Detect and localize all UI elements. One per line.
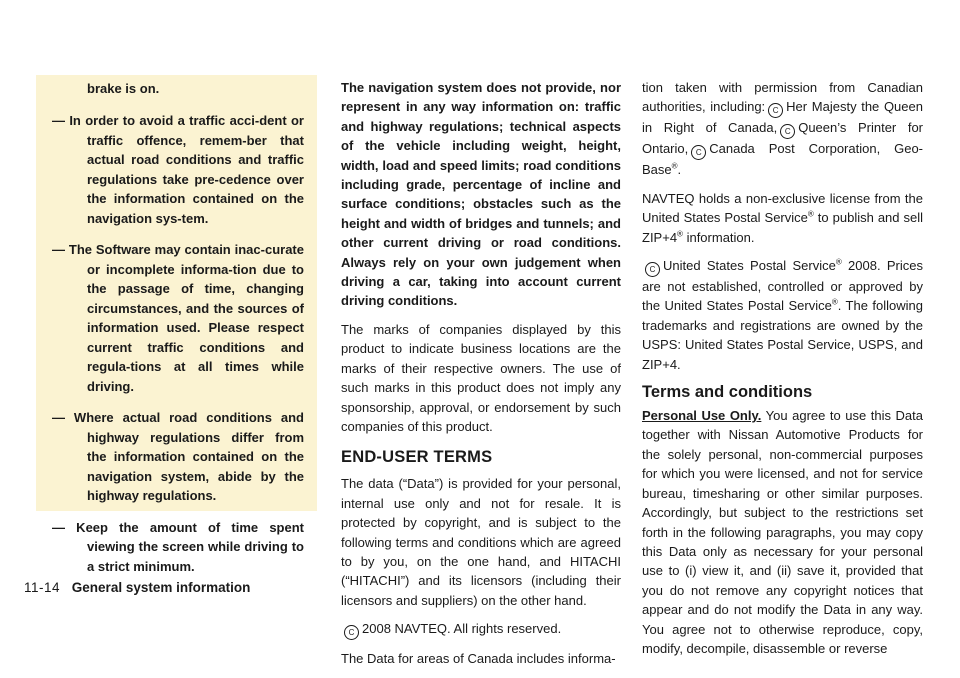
registered-icon: ® bbox=[835, 257, 842, 267]
section-title: General system information bbox=[71, 580, 251, 595]
canada-continuation: tion taken with permission from Canadian authorities, including: C Her Majesty the Queen in Right of Canada, C Queen’s Printer for Ontario, C Canada Post Corporation, Geo-Base®. bbox=[642, 80, 924, 178]
registered-icon: ® bbox=[807, 209, 814, 219]
registered-icon: ® bbox=[831, 298, 838, 308]
registered-icon: ® bbox=[677, 229, 683, 239]
copyright-icon: C bbox=[691, 145, 706, 160]
data-paragraph: The data (“Data”) is provided for your personal, internal use only and not for resale. It is protected by copyright, and is subject to the following terms and conditions which are agreed to by you, on the one hand, and HITACHI (“HITACHI”) and its licensors (including their licensors and suppliers) on the other hand. bbox=[341, 476, 621, 608]
page-footer bbox=[24, 580, 250, 595]
personal-use-label: Personal Use Only. bbox=[642, 408, 762, 424]
copyright-icon: C bbox=[645, 262, 660, 277]
copyright-icon: C bbox=[344, 625, 359, 640]
warning-continuation: brake is on. bbox=[87, 81, 160, 96]
warning-item: — The Software may contain inac-curate or incomplete informa-tion due to the passage of time, changing circumstances, and the sources of information used. Please respect current traffic conditions and regula-tions at all times while driving. bbox=[52, 242, 304, 394]
page-number: 11-14 bbox=[24, 580, 61, 595]
license-paragraph: NAVTEQ holds a non-exclusive license from the United States Postal Service® to publish and sell ZIP+4® information. bbox=[642, 190, 923, 245]
warning-item: — Keep the amount of time spent viewing the screen while driving to a strict minimum. bbox=[52, 519, 304, 574]
navigation-disclaimer: The navigation system does not provide, nor represent in any way information on: traffic and highway regulations; technical aspects of the vehicle including weight, height, width, load and speed limits; road conditions including grade, percentage of incline and surface conditions; obstacles such as the height and width of bridges and tunnels; and other current driving or road conditions. Always rely on your own judgement when driving a car, taking into account current driving conditions. bbox=[341, 80, 621, 309]
middle-column bbox=[341, 78, 621, 678]
warning-item: — In order to avoid a traffic acci-dent or traffic offence, remem-ber that actual road conditions and traffic regulations take pre-cedence over the information contained on the navigation sys-tem. bbox=[52, 113, 304, 226]
canada-paragraph: The Data for areas of Canada includes informa- bbox=[341, 651, 616, 667]
usps-paragraph: C United States Postal Service® 2008. Prices are not established, controlled or approved by the United States Postal Service®. The following trademarks and registrations are owned by the USPS: United States Postal Service, USPS, and ZIP+4. bbox=[642, 257, 923, 372]
copyright-icon: C bbox=[768, 103, 783, 118]
right-column bbox=[642, 78, 923, 667]
terms-heading: Terms and conditions bbox=[642, 383, 813, 402]
copyright-icon: C bbox=[780, 124, 795, 139]
copyright-line: C 2008 NAVTEQ. All rights reserved. bbox=[341, 619, 621, 640]
warning-item: — Where actual road conditions and highway regulations differ from the information contained on the navigation system, abide by the highway regulations. bbox=[52, 410, 304, 503]
personal-use-paragraph: Personal Use Only. You agree to use this Data together with Nissan Automotive Products for the solely personal, non-commercial purposes for which you were licensed, and not for service bureau, timesharing or other similar purposes. Accordingly, but subject to the restrictions set forth in the following paragraphs, you may copy this Data only as necessary for your personal use to (i) view it, and (ii) save it, provided that you do not remove any copyright notices that appear and do not modify the Data in any way. You agree not to otherwise reproduce, copy, modify, decompile, disassemble or reverse bbox=[642, 408, 923, 656]
marks-paragraph: The marks of companies displayed by this product to indicate business locations are the marks of their respective owners. The use of such marks in this product does not imply any sponsorship, approval, or endorsement by such companies of this product. bbox=[341, 321, 621, 434]
registered-icon: ® bbox=[671, 162, 678, 172]
end-user-terms-heading: END-USER TERMS bbox=[341, 448, 493, 467]
warning-column bbox=[52, 79, 304, 576]
